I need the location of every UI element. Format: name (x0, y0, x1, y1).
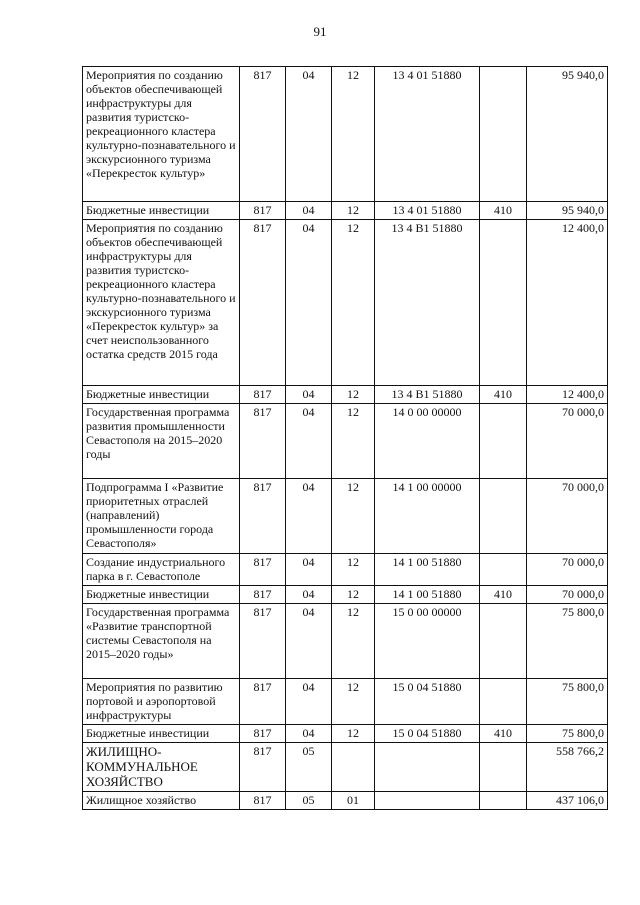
target-code-cell: 15 0 04 51880 (375, 679, 480, 725)
row-name-cell: Жилищное хозяйство (83, 792, 240, 810)
table-row (83, 404, 608, 479)
amount-cell: 12 400,0 (527, 386, 608, 404)
target-code-cell: 15 0 04 51880 (375, 725, 480, 743)
table-row (83, 67, 608, 202)
amount-cell: 70 000,0 (527, 586, 608, 604)
subsection-code-cell: 12 (332, 725, 375, 743)
section-code-cell: 04 (286, 586, 332, 604)
page-number: 91 (313, 24, 327, 39)
expense-kind-cell: 410 (480, 202, 527, 220)
section-code-cell: 04 (286, 725, 332, 743)
ministry-code-cell: 817 (240, 743, 286, 792)
ministry-code-cell: 817 (240, 554, 286, 586)
expense-kind-cell (480, 792, 527, 810)
row-name-cell: Государственная программа «Развитие транспортной системы Севастополя на 2015–2020 годы» (83, 604, 240, 679)
table-row (83, 586, 608, 604)
expense-kind-cell: 410 (480, 386, 527, 404)
table-row (83, 604, 608, 679)
amount-cell: 558 766,2 (527, 743, 608, 792)
ministry-code-cell: 817 (240, 386, 286, 404)
expense-kind-cell (480, 67, 527, 202)
ministry-code-cell: 817 (240, 725, 286, 743)
target-code-cell: 13 4 В1 51880 (375, 220, 480, 386)
section-code-cell: 04 (286, 604, 332, 679)
subsection-code-cell: 01 (332, 792, 375, 810)
target-code-cell: 14 0 00 00000 (375, 404, 480, 479)
table-row (83, 792, 608, 810)
subsection-code-cell: 12 (332, 479, 375, 554)
target-code-cell: 14 1 00 51880 (375, 586, 480, 604)
row-name-cell: Государственная программа развития промышленности Севастополя на 2015–2020 годы (83, 404, 240, 479)
table-row (83, 220, 608, 386)
table-row (83, 743, 608, 792)
ministry-code-cell: 817 (240, 604, 286, 679)
amount-cell: 12 400,0 (527, 220, 608, 386)
target-code-cell (375, 792, 480, 810)
expense-kind-cell (480, 479, 527, 554)
subsection-code-cell (332, 743, 375, 792)
table-row (83, 679, 608, 725)
subsection-code-cell: 12 (332, 604, 375, 679)
row-name-cell: Создание индустриального парка в г. Севастополе (83, 554, 240, 586)
row-name-cell: Мероприятия по созданию объектов обеспечивающей инфраструктуры для развития туристско-рекреационного кластера культурно-познавательного и экскурсионного туризма «Перекресток культур» (83, 67, 240, 202)
ministry-code-cell: 817 (240, 479, 286, 554)
target-code-cell: 14 1 00 51880 (375, 554, 480, 586)
subsection-code-cell: 12 (332, 220, 375, 386)
amount-cell: 75 800,0 (527, 604, 608, 679)
row-name-cell: Бюджетные инвестиции (83, 586, 240, 604)
amount-cell: 70 000,0 (527, 404, 608, 479)
subsection-code-cell: 12 (332, 404, 375, 479)
row-name-cell: ЖИЛИЩНО-КОММУНАЛЬНОЕ ХОЗЯЙСТВО (83, 743, 240, 792)
subsection-code-cell: 12 (332, 679, 375, 725)
row-name-cell: Мероприятия по созданию объектов обеспечивающей инфраструктуры для развития туристско-рекреационного кластера культурно-познавательного и экскурсионного туризма «Перекресток культур» за счет неиспользованного остатка средств 2015 года (83, 220, 240, 386)
section-code-cell: 04 (286, 220, 332, 386)
section-code-cell: 04 (286, 404, 332, 479)
subsection-code-cell: 12 (332, 386, 375, 404)
expense-kind-cell (480, 743, 527, 792)
amount-cell: 75 800,0 (527, 725, 608, 743)
section-code-cell: 04 (286, 67, 332, 202)
ministry-code-cell: 817 (240, 202, 286, 220)
subsection-code-cell: 12 (332, 67, 375, 202)
expense-kind-cell (480, 220, 527, 386)
budget-table (82, 66, 608, 810)
section-code-cell: 05 (286, 743, 332, 792)
section-code-cell: 04 (286, 202, 332, 220)
ministry-code-cell: 817 (240, 220, 286, 386)
amount-cell: 75 800,0 (527, 679, 608, 725)
subsection-code-cell: 12 (332, 586, 375, 604)
expense-kind-cell: 410 (480, 725, 527, 743)
subsection-code-cell: 12 (332, 202, 375, 220)
subsection-code-cell: 12 (332, 554, 375, 586)
table-row (83, 554, 608, 586)
expense-kind-cell (480, 604, 527, 679)
amount-cell: 437 106,0 (527, 792, 608, 810)
ministry-code-cell: 817 (240, 67, 286, 202)
expense-kind-cell (480, 679, 527, 725)
row-name-cell: Подпрограмма I «Развитие приоритетных отраслей (направлений) промышленности города Севастополя» (83, 479, 240, 554)
expense-kind-cell (480, 404, 527, 479)
ministry-code-cell: 817 (240, 586, 286, 604)
target-code-cell: 13 4 В1 51880 (375, 386, 480, 404)
table-row (83, 202, 608, 220)
amount-cell: 95 940,0 (527, 202, 608, 220)
row-name-cell: Бюджетные инвестиции (83, 725, 240, 743)
amount-cell: 95 940,0 (527, 67, 608, 202)
section-code-cell: 04 (286, 386, 332, 404)
target-code-cell: 13 4 01 51880 (375, 202, 480, 220)
target-code-cell: 13 4 01 51880 (375, 67, 480, 202)
table-row (83, 386, 608, 404)
row-name-cell: Бюджетные инвестиции (83, 202, 240, 220)
amount-cell: 70 000,0 (527, 554, 608, 586)
target-code-cell: 15 0 00 00000 (375, 604, 480, 679)
row-name-cell: Мероприятия по развитию портовой и аэропортовой инфраструктуры (83, 679, 240, 725)
section-code-cell: 04 (286, 479, 332, 554)
row-name-cell: Бюджетные инвестиции (83, 386, 240, 404)
table-row (83, 725, 608, 743)
target-code-cell: 14 1 00 00000 (375, 479, 480, 554)
section-code-cell: 04 (286, 679, 332, 725)
amount-cell: 70 000,0 (527, 479, 608, 554)
expense-kind-cell (480, 554, 527, 586)
table-row (83, 479, 608, 554)
ministry-code-cell: 817 (240, 792, 286, 810)
target-code-cell (375, 743, 480, 792)
ministry-code-cell: 817 (240, 404, 286, 479)
section-code-cell: 05 (286, 792, 332, 810)
ministry-code-cell: 817 (240, 679, 286, 725)
section-code-cell: 04 (286, 554, 332, 586)
expense-kind-cell: 410 (480, 586, 527, 604)
